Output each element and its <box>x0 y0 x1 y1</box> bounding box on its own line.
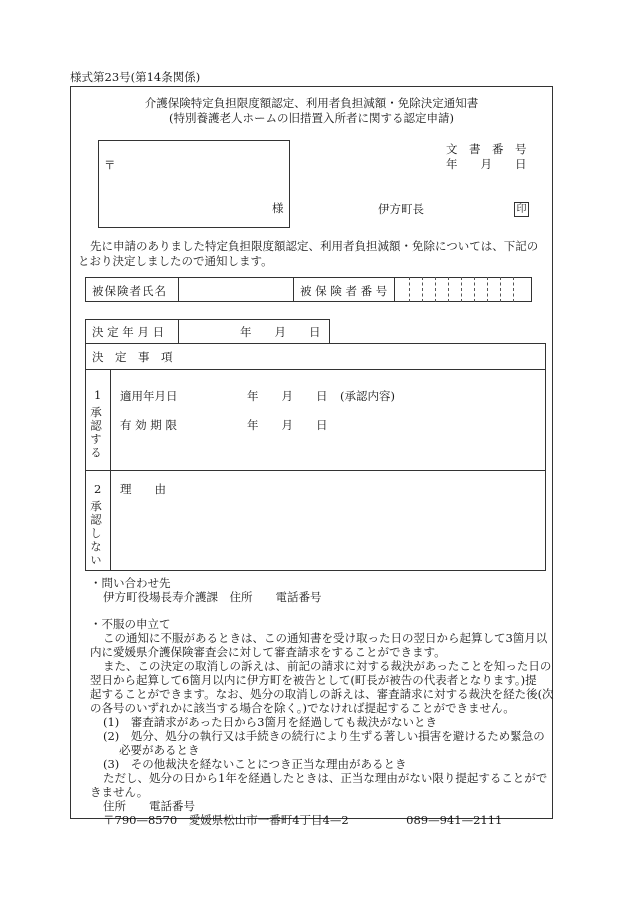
issuer-name: 伊方町長 <box>378 202 424 216</box>
objection-item-2: (2) 処分、処分の執行又は手続きの続行により生ずる著しい損害を避けるため緊急の <box>103 729 545 743</box>
postal-mark: 〒 <box>104 158 116 172</box>
address-box <box>98 140 290 228</box>
decision-date-value: 年 月 日 <box>240 325 321 339</box>
objection-line: この通知に不服があるときは、この通知書を受け取った日の翌日から起算して3箇月以 <box>103 631 548 645</box>
council-contact-label: 住所 電話番号 <box>103 799 195 813</box>
objection-line: ただし、処分の日から1年を経過したときは、正当な理由がない限り提起することがで <box>103 771 548 785</box>
decision-date-label: 決 定 年 月 日 <box>92 325 165 339</box>
form-subtitle: (特別養護老人ホームの旧措置入所者に関する認定申請) <box>169 111 454 125</box>
objection-line: 翌日から起算して6箇月以内に伊方町を被告として(町長が被告の代表者となります。)提 <box>90 673 537 687</box>
approve-number: 1 <box>94 388 102 402</box>
seal-mark: 印 <box>514 202 529 217</box>
objection-line: 内に愛媛県介護保険審査会に対して審査請求をすることができます。 <box>90 645 446 659</box>
objection-item-2-cont: 必要があるとき <box>119 743 200 757</box>
form-title: 介護保険特定負担限度額認定、利用者負担減額・免除決定通知書 <box>144 96 479 110</box>
valid-period-value: 年 月 日 <box>247 418 328 432</box>
objection-line: の各号のいずれかに該当する場合を除く。)でなければ提起することができません。 <box>90 701 515 715</box>
intro-line-1: 先に申請のありました特定負担限度額認定、利用者負担減額・免除については、下記の <box>90 239 539 253</box>
insured-name-label: 被保険者氏名 <box>92 284 167 298</box>
inquiry-heading: ・問い合わせ先 <box>90 576 171 590</box>
objection-item-1: (1) 審査請求があった日から3箇月を経過しても裁決がないとき <box>103 715 437 729</box>
objection-line: また、この決定の取消しの訴えは、前記の請求に対する裁決があったことを知った日の <box>103 659 552 673</box>
valid-period-label: 有 効 期 限 <box>120 418 177 432</box>
decision-items-label: 決 定 事 項 <box>92 350 173 364</box>
apply-date-label: 適用年月日 <box>120 389 178 403</box>
honorific: 様 <box>272 201 284 215</box>
approval-content-label: (承認内容) <box>340 389 395 403</box>
insured-number-label: 被 保 険 者 番 号 <box>300 284 388 298</box>
reason-label: 理 由 <box>120 482 166 496</box>
apply-date-value: 年 月 日 <box>247 389 328 403</box>
objection-item-3: (3) その他裁決を経ないことにつき正当な理由があるとき <box>103 757 407 771</box>
deny-number: 2 <box>94 482 102 496</box>
form-number: 様式第23号(第14条関係) <box>70 70 201 84</box>
intro-line-2: とおり決定しましたので通知します。 <box>78 254 273 268</box>
decision-table <box>85 343 546 571</box>
objection-line: きません。 <box>90 785 149 799</box>
approve-vertical-label: 承認する <box>89 406 103 460</box>
objection-heading: ・不服の申立て <box>90 617 171 631</box>
document-number-label: 文 書 番 号 <box>446 142 527 156</box>
deny-vertical-label: 承認しない <box>89 500 103 568</box>
council-contact-detail: 〒790—8570 愛媛県松山市一番町4丁目4—2 089—941—2111 <box>103 813 503 827</box>
objection-line: 起することができます。なお、処分の取消しの訴えは、審査請求に対する裁決を経た後(次 <box>90 687 554 701</box>
issue-date: 年 月 日 <box>446 157 527 171</box>
inquiry-detail: 伊方町役場長寿介護課 住所 電話番号 <box>103 590 322 604</box>
